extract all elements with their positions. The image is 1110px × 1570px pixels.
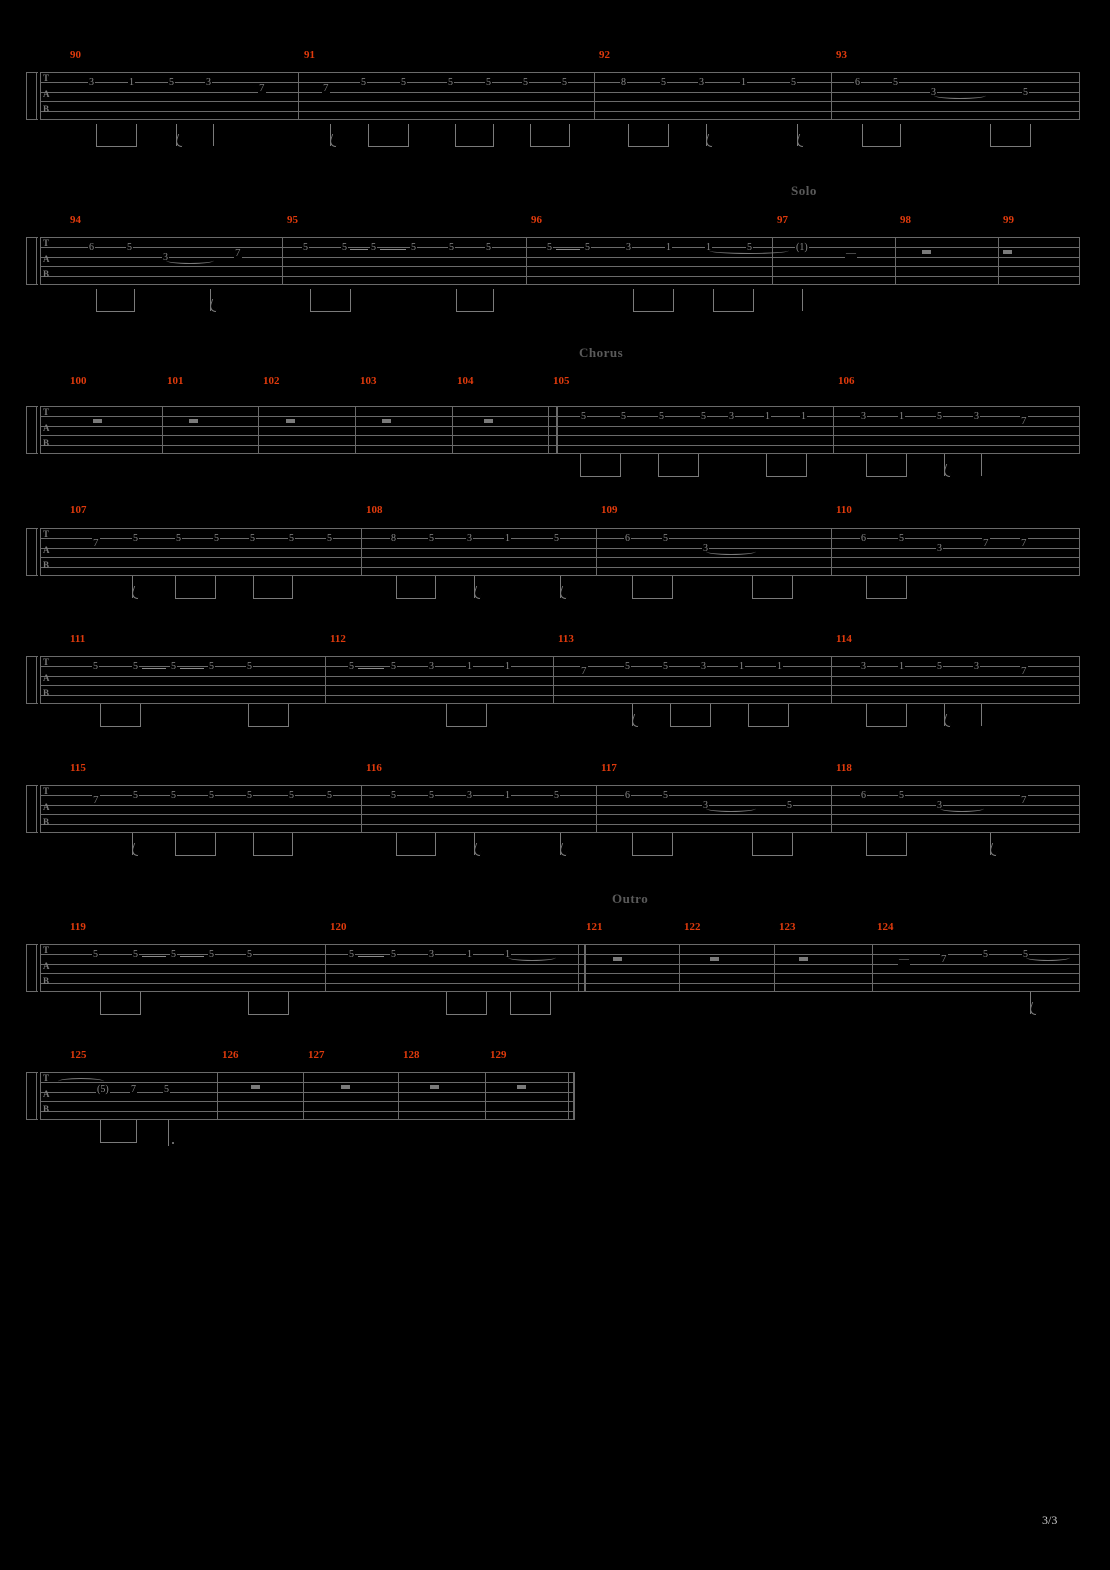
- whole-rest: [189, 419, 198, 423]
- fret-number: 6: [855, 77, 860, 88]
- fret-number: 5: [663, 790, 668, 801]
- fret-number: (1): [796, 242, 808, 253]
- barline: [40, 785, 41, 833]
- fret-number: 1: [899, 411, 904, 422]
- measure-number: 115: [70, 762, 86, 774]
- measure-number: 116: [366, 762, 382, 774]
- fret-number: 5: [361, 77, 366, 88]
- fret-number: 5: [209, 661, 214, 672]
- tab-letter-t: T: [43, 945, 50, 955]
- barline: [40, 944, 41, 992]
- fret-number: 3: [626, 242, 631, 253]
- measure-number: 120: [330, 921, 347, 933]
- final-barline: [573, 1072, 575, 1120]
- barline: [40, 528, 41, 576]
- tab-staff: [40, 528, 1080, 576]
- whole-rest: [251, 1085, 260, 1089]
- fret-number: 5: [391, 661, 396, 672]
- measure-number: 96: [531, 214, 542, 226]
- fret-number: 6: [89, 242, 94, 253]
- barline: [548, 406, 549, 454]
- fret-number: 5: [327, 790, 332, 801]
- fret-number: 5: [250, 533, 255, 544]
- barline: [594, 72, 595, 120]
- barline: [217, 1072, 218, 1120]
- fret-number: 1: [801, 411, 806, 422]
- measure-number: 105: [553, 375, 570, 387]
- fret-number: 6: [861, 790, 866, 801]
- barline: [398, 1072, 399, 1120]
- barline: [679, 944, 680, 992]
- fret-number: 3: [703, 800, 708, 811]
- fret-number: 3: [931, 87, 936, 98]
- fret-number: 5: [486, 77, 491, 88]
- measure-number: 108: [366, 504, 383, 516]
- measure-number: 110: [836, 504, 852, 516]
- fret-number: 5: [937, 661, 942, 672]
- section-label-chorus: Chorus: [579, 345, 624, 360]
- tie-arc: [508, 954, 556, 961]
- fret-number: 5: [787, 800, 792, 811]
- fret-number: 3: [467, 790, 472, 801]
- barline: [998, 237, 999, 285]
- whole-rest: [613, 957, 622, 961]
- tab-letter-a: A: [43, 1089, 50, 1099]
- tab-letter-a: A: [43, 545, 50, 555]
- fret-number: 5: [523, 77, 528, 88]
- fret-number: 5: [133, 661, 138, 672]
- fret-number: 5: [893, 77, 898, 88]
- fret-number: 5: [791, 77, 796, 88]
- barline: [584, 944, 586, 992]
- fret-number: 5: [391, 790, 396, 801]
- fret-number: 3: [206, 77, 211, 88]
- fret-number: 5: [164, 1084, 169, 1095]
- barline: [833, 406, 834, 454]
- tab-staff: [40, 656, 1080, 704]
- tie-arc: [1026, 954, 1070, 961]
- measure-number: 124: [877, 921, 894, 933]
- barline: [1079, 656, 1080, 704]
- whole-rest: [484, 419, 493, 423]
- fret-number: 5: [562, 77, 567, 88]
- fret-number: 6: [861, 533, 866, 544]
- fret-number: 5: [133, 790, 138, 801]
- fret-number: 5: [429, 533, 434, 544]
- barline: [526, 237, 527, 285]
- fret-number: 5: [127, 242, 132, 253]
- fret-number: 5: [661, 77, 666, 88]
- fret-number: 5: [171, 949, 176, 960]
- fret-number: 5: [429, 790, 434, 801]
- measure-number: 114: [836, 633, 852, 645]
- rest-symbol: 7: [1021, 537, 1027, 549]
- fret-number: —: [899, 954, 909, 965]
- fret-number: 1: [129, 77, 134, 88]
- whole-rest: [382, 419, 391, 423]
- fret-number: 5: [303, 242, 308, 253]
- fret-number: 1: [666, 242, 671, 253]
- fret-number: 5: [937, 411, 942, 422]
- measure-number: 91: [304, 49, 315, 61]
- rest-symbol: 7: [235, 247, 241, 259]
- barline: [772, 237, 773, 285]
- barline: [1079, 72, 1080, 120]
- barline: [282, 237, 283, 285]
- measure-number: 98: [900, 214, 911, 226]
- fret-number: 5: [411, 242, 416, 253]
- section-label-solo: Solo: [791, 183, 817, 198]
- fret-number: 1: [505, 533, 510, 544]
- fret-number: 1: [777, 661, 782, 672]
- fret-number: 5: [289, 533, 294, 544]
- tab-letter-a: A: [43, 254, 50, 264]
- tab-letter-b: B: [43, 438, 50, 448]
- page-number: 3/3: [1042, 1513, 1058, 1527]
- barline: [452, 406, 453, 454]
- tab-letter-t: T: [43, 238, 50, 248]
- whole-rest: [1003, 250, 1012, 254]
- fret-number: 5: [401, 77, 406, 88]
- fret-number: 5: [247, 949, 252, 960]
- barline: [162, 406, 163, 454]
- whole-rest: [430, 1085, 439, 1089]
- measure-number: 107: [70, 504, 87, 516]
- tab-letter-t: T: [43, 1073, 50, 1083]
- barline: [831, 72, 832, 120]
- fret-number: 8: [391, 533, 396, 544]
- whole-rest: [93, 419, 102, 423]
- rest-symbol: 7: [581, 665, 587, 677]
- fret-number: 3: [861, 411, 866, 422]
- fret-number: 5: [899, 533, 904, 544]
- fret-number: 1: [741, 77, 746, 88]
- fret-number: 5: [625, 661, 630, 672]
- barline: [325, 944, 326, 992]
- tab-letter-t: T: [43, 657, 50, 667]
- measure-number: 119: [70, 921, 86, 933]
- fret-number: 3: [699, 77, 704, 88]
- measure-number: 100: [70, 375, 87, 387]
- fret-number: 5: [349, 661, 354, 672]
- system-bracket-inner: [36, 72, 37, 120]
- fret-number: 1: [706, 242, 711, 253]
- fret-number: 5: [449, 242, 454, 253]
- barline: [831, 656, 832, 704]
- tie-arc: [706, 805, 756, 812]
- fret-number: 5: [391, 949, 396, 960]
- tab-letter-t: T: [43, 786, 50, 796]
- tab-letter-a: A: [43, 802, 50, 812]
- fret-number: 5: [663, 533, 668, 544]
- system-bracket-inner: [36, 1072, 37, 1120]
- tab-letter-b: B: [43, 269, 50, 279]
- fret-number: 5: [171, 790, 176, 801]
- barline: [1079, 528, 1080, 576]
- rest-symbol: 7: [93, 537, 99, 549]
- fret-number: 3: [974, 661, 979, 672]
- barline: [1079, 785, 1080, 833]
- tie-arc: [706, 548, 756, 555]
- fret-number: 3: [729, 411, 734, 422]
- fret-number: 3: [703, 543, 708, 554]
- fret-number: 5: [1023, 949, 1028, 960]
- whole-rest: [341, 1085, 350, 1089]
- fret-number: 5: [621, 411, 626, 422]
- fret-number: 3: [701, 661, 706, 672]
- measure-number: 128: [403, 1049, 420, 1061]
- measure-number: 103: [360, 375, 377, 387]
- tab-letter-t: T: [43, 73, 50, 83]
- barline: [578, 944, 579, 992]
- barline: [40, 406, 41, 454]
- measure-number: 104: [457, 375, 474, 387]
- fret-number: 5: [899, 790, 904, 801]
- fret-number: 5: [209, 790, 214, 801]
- measure-number: 93: [836, 49, 847, 61]
- tab-letter-a: A: [43, 423, 50, 433]
- barline: [596, 528, 597, 576]
- fret-number: 3: [974, 411, 979, 422]
- barline: [831, 785, 832, 833]
- rest-symbol: 7: [259, 82, 265, 94]
- fret-number: 1: [505, 949, 510, 960]
- barline: [774, 944, 775, 992]
- rest-symbol: 7: [93, 794, 99, 806]
- barline: [1079, 944, 1080, 992]
- fret-number: 5: [247, 790, 252, 801]
- fret-number: 1: [467, 661, 472, 672]
- tab-letter-t: T: [43, 407, 50, 417]
- measure-number: 92: [599, 49, 610, 61]
- rest-symbol: 7: [323, 82, 329, 94]
- barline: [895, 237, 896, 285]
- fret-number: 5: [214, 533, 219, 544]
- measure-number: 123: [779, 921, 796, 933]
- fret-number: 1: [467, 949, 472, 960]
- fret-number: 3: [937, 543, 942, 554]
- fret-number: 5: [169, 77, 174, 88]
- system-bracket-inner: [36, 944, 37, 992]
- fret-number: 5: [659, 411, 664, 422]
- fret-number: 3: [163, 252, 168, 263]
- tab-letter-a: A: [43, 961, 50, 971]
- fret-number: 5: [133, 949, 138, 960]
- whole-rest: [710, 957, 719, 961]
- fret-number: 6: [625, 790, 630, 801]
- fret-number: 5: [547, 242, 552, 253]
- barline: [355, 406, 356, 454]
- measure-number: 122: [684, 921, 701, 933]
- fret-number: 5: [289, 790, 294, 801]
- rest-symbol: 7: [1021, 665, 1027, 677]
- whole-rest: [517, 1085, 526, 1089]
- fret-number: 1: [765, 411, 770, 422]
- barline: [298, 72, 299, 120]
- rest-symbol: 7: [1021, 794, 1027, 806]
- measure-number: 126: [222, 1049, 239, 1061]
- fret-number: 5: [176, 533, 181, 544]
- measure-number: 125: [70, 1049, 87, 1061]
- rest-symbol: 7: [941, 953, 947, 965]
- fret-number: 3: [429, 661, 434, 672]
- measure-number: 90: [70, 49, 81, 61]
- fret-number: 5: [663, 661, 668, 672]
- measure-number: 118: [836, 762, 852, 774]
- fret-number: 1: [505, 661, 510, 672]
- measure-number: 129: [490, 1049, 507, 1061]
- whole-rest: [799, 957, 808, 961]
- barline: [303, 1072, 304, 1120]
- fret-number: 5: [747, 242, 752, 253]
- tab-letter-b: B: [43, 976, 50, 986]
- system-bracket-inner: [36, 406, 37, 454]
- fret-number: 5: [585, 242, 590, 253]
- fret-number: 5: [1023, 87, 1028, 98]
- tab-letter-t: T: [43, 529, 50, 539]
- barline: [40, 1072, 41, 1120]
- section-label-outro: Outro: [612, 891, 649, 906]
- tab-letter-a: A: [43, 89, 50, 99]
- tab-staff: [40, 785, 1080, 833]
- rest-symbol: 7: [983, 537, 989, 549]
- tab-letter-b: B: [43, 1104, 50, 1114]
- barline: [258, 406, 259, 454]
- rest-symbol: 7: [1021, 415, 1027, 427]
- barline: [40, 72, 41, 120]
- barline: [361, 528, 362, 576]
- tie-arc: [709, 247, 789, 254]
- fret-number: 1: [739, 661, 744, 672]
- tie-arc: [940, 805, 984, 812]
- barline: [596, 785, 597, 833]
- fret-number: 5: [93, 949, 98, 960]
- system-bracket-inner: [36, 656, 37, 704]
- barline: [831, 528, 832, 576]
- fret-number: 5: [581, 411, 586, 422]
- fret-number: 3: [861, 661, 866, 672]
- tie-arc: [166, 257, 214, 264]
- fret-number: 5: [209, 949, 214, 960]
- fret-number: 1: [899, 661, 904, 672]
- whole-rest: [286, 419, 295, 423]
- tab-staff: [40, 1072, 574, 1120]
- tab-letter-b: B: [43, 688, 50, 698]
- measure-number: 111: [70, 633, 86, 645]
- measure-number: 95: [287, 214, 298, 226]
- measure-number: 97: [777, 214, 788, 226]
- tab-letter-b: B: [43, 104, 50, 114]
- fret-number: 5: [554, 533, 559, 544]
- measure-number: 106: [838, 375, 855, 387]
- fret-number: 5: [349, 949, 354, 960]
- measure-number: 109: [601, 504, 618, 516]
- fret-number: 6: [625, 533, 630, 544]
- tab-staff: [40, 406, 1080, 454]
- system-bracket-inner: [36, 785, 37, 833]
- barline: [872, 944, 873, 992]
- barline: [553, 656, 554, 704]
- measure-number: 113: [558, 633, 574, 645]
- barline: [1079, 237, 1080, 285]
- fret-number: 5: [133, 533, 138, 544]
- barline: [1079, 406, 1080, 454]
- measure-number: 117: [601, 762, 617, 774]
- measure-number: 121: [586, 921, 603, 933]
- tab-staff: [40, 72, 1080, 120]
- fret-number: 5: [701, 411, 706, 422]
- tab-letter-a: A: [43, 673, 50, 683]
- measure-number: 99: [1003, 214, 1014, 226]
- fret-number: 5: [371, 242, 376, 253]
- fret-number: 5: [327, 533, 332, 544]
- fret-number: (5): [97, 1084, 109, 1095]
- fret-number: 5: [486, 242, 491, 253]
- barline: [40, 237, 41, 285]
- tie-arc: [934, 92, 986, 99]
- measure-number: 102: [263, 375, 280, 387]
- measure-number: 94: [70, 214, 81, 226]
- barline: [361, 785, 362, 833]
- fret-number: —: [846, 248, 856, 259]
- fret-number: 3: [937, 800, 942, 811]
- fret-number: 5: [983, 949, 988, 960]
- whole-rest: [922, 250, 931, 254]
- fret-number: 7: [131, 1084, 136, 1095]
- fret-number: 5: [342, 242, 347, 253]
- tab-letter-b: B: [43, 817, 50, 827]
- barline: [325, 656, 326, 704]
- barline: [40, 656, 41, 704]
- fret-number: 8: [621, 77, 626, 88]
- system-bracket-inner: [36, 237, 37, 285]
- fret-number: 3: [89, 77, 94, 88]
- measure-number: 112: [330, 633, 346, 645]
- measure-number: 101: [167, 375, 184, 387]
- fret-number: 5: [171, 661, 176, 672]
- fret-number: 5: [448, 77, 453, 88]
- fret-number: 3: [429, 949, 434, 960]
- fret-number: 5: [247, 661, 252, 672]
- barline: [568, 1072, 569, 1120]
- fret-number: 1: [505, 790, 510, 801]
- barline: [485, 1072, 486, 1120]
- barline: [556, 406, 558, 454]
- measure-number: 127: [308, 1049, 325, 1061]
- fret-number: 3: [467, 533, 472, 544]
- tab-letter-b: B: [43, 560, 50, 570]
- system-bracket-inner: [36, 528, 37, 576]
- fret-number: 5: [554, 790, 559, 801]
- fret-number: 5: [93, 661, 98, 672]
- tab-staff: [40, 944, 1080, 992]
